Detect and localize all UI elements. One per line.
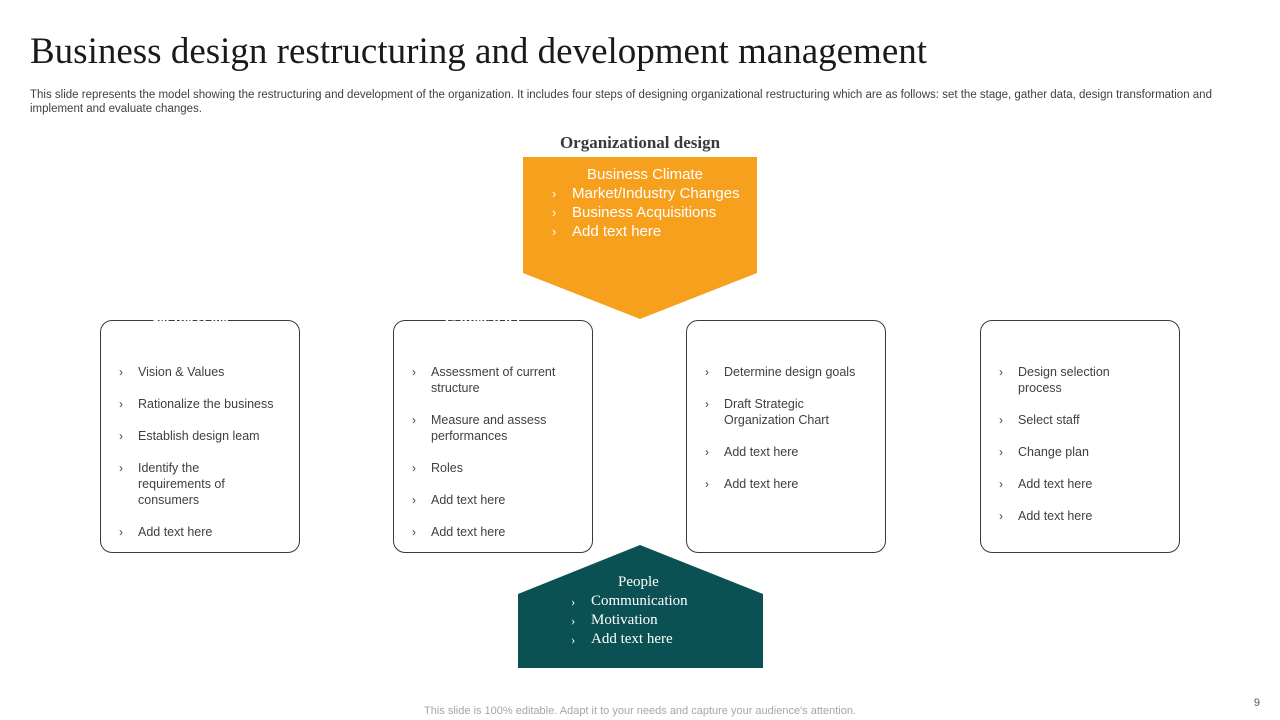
stage-list: [394, 364, 584, 556]
list-item-text: Market/Industry Changes: [572, 185, 740, 202]
stage-card-set-the-stage: [100, 320, 300, 553]
page-number: 9: [1253, 697, 1260, 709]
stage-label-implement-and-evaluate: [1002, 301, 1157, 342]
list-item-text: Motivation: [591, 612, 658, 628]
chevron-right-icon: ›: [571, 594, 576, 609]
chevron-right-icon: ›: [412, 493, 416, 507]
list-item: [101, 428, 291, 444]
stage-label-text: Implement And evaluate: [1019, 303, 1118, 339]
list-item-text: Add text here: [572, 223, 662, 240]
org-design-list: [550, 184, 750, 241]
chevron-right-icon: ›: [571, 632, 576, 647]
list-item: [687, 476, 877, 492]
list-item: [570, 630, 760, 649]
chevron-right-icon: ›: [119, 397, 123, 411]
list-item: [981, 508, 1171, 524]
stage-card-design-transformation: [686, 320, 886, 553]
footer-note: This slide is 100% editable. Adapt it to your needs and capture your audience's attention.: [424, 705, 856, 717]
list-item: [394, 492, 584, 508]
chevron-right-icon: ›: [552, 205, 557, 220]
list-item: [687, 444, 877, 460]
list-item-text: Add text here: [1018, 509, 1093, 523]
chevron-right-icon: ›: [999, 413, 1003, 427]
chevron-right-icon: ›: [999, 365, 1003, 379]
list-item-text: Add text here: [1018, 477, 1093, 491]
chevron-right-icon: ›: [119, 461, 123, 475]
list-item: [570, 611, 760, 630]
list-item: [981, 364, 1171, 396]
org-design-content: [550, 165, 750, 241]
chevron-right-icon: ›: [705, 477, 709, 491]
list-item: [687, 364, 877, 380]
list-item: [687, 396, 877, 428]
slide-title: Business design restructuring and development management: [30, 31, 928, 72]
list-item: [550, 222, 750, 241]
chevron-right-icon: ›: [571, 613, 576, 628]
stage-label-text: Design transformation: [728, 303, 823, 339]
stage-label-text: Gather data: [444, 313, 521, 329]
list-item: [394, 524, 584, 540]
slide-subtitle: This slide represents the model showing the restructuring and development of the organization. It includes four steps of designing organizational restructuring which are as follows: set the stage, gather data, design transformation and implement and evaluate changes.: [30, 89, 1212, 115]
chevron-right-icon: ›: [705, 445, 709, 459]
list-item: [981, 412, 1171, 428]
list-item-text: Change plan: [1018, 445, 1089, 459]
people-head: People: [618, 574, 659, 590]
chevron-right-icon: ›: [552, 186, 557, 201]
list-item: [101, 524, 291, 540]
list-item: [981, 476, 1171, 492]
chevron-right-icon: ›: [119, 525, 123, 539]
chevron-right-icon: ›: [999, 445, 1003, 459]
chevron-right-icon: ›: [119, 365, 123, 379]
chevron-right-icon: ›: [999, 509, 1003, 523]
list-item: [101, 396, 291, 412]
list-item-text: Select staff: [1018, 413, 1080, 427]
list-item: [394, 364, 584, 396]
list-item-text: Add text here: [591, 631, 673, 647]
list-item: [550, 203, 750, 222]
list-item-text: Rationalize the business: [138, 397, 274, 411]
stage-label-design-transformation: [709, 301, 864, 342]
list-item: [981, 444, 1171, 460]
list-item-text: Determine design goals: [724, 365, 856, 379]
chevron-right-icon: ›: [119, 429, 123, 443]
chevron-right-icon: ›: [552, 224, 557, 239]
list-item: [550, 184, 750, 203]
list-item-text: Establish design leam: [138, 429, 260, 443]
list-item-text: Communication: [591, 593, 688, 609]
stage-list: [981, 364, 1171, 540]
people-list: [570, 592, 760, 649]
stage-label-text: Set the stage: [150, 313, 229, 329]
list-item: [394, 460, 584, 476]
list-item-text: Draft Strategic Organization Chart: [724, 397, 829, 427]
chevron-right-icon: ›: [705, 397, 709, 411]
stage-list: [101, 364, 291, 556]
list-item-text: Add text here: [431, 493, 506, 507]
stage-card-gather-data: [393, 320, 593, 553]
people-content: [570, 573, 760, 649]
list-item: [101, 460, 291, 508]
list-item-text: Add text here: [431, 525, 506, 539]
list-item-text: Add text here: [724, 477, 799, 491]
list-item: [101, 364, 291, 380]
chevron-right-icon: ›: [705, 365, 709, 379]
org-design-head: Business Climate: [587, 166, 703, 183]
list-item-text: Assessment of current structure: [431, 365, 556, 395]
stage-list: [687, 364, 877, 508]
list-item-text: Add text here: [724, 445, 799, 459]
list-item-text: Roles: [431, 461, 463, 475]
chevron-right-icon: ›: [999, 477, 1003, 491]
list-item-text: Measure and assess performances: [431, 413, 547, 443]
stage-label-set-the-stage: [123, 301, 278, 342]
list-item: [394, 412, 584, 444]
stage-label-gather-data: [416, 301, 571, 342]
chevron-right-icon: ›: [412, 461, 416, 475]
list-item-text: Add text here: [138, 525, 213, 539]
list-item-text: Vision & Values: [138, 365, 225, 379]
list-item-text: Identify the requirements of consumers: [138, 461, 225, 507]
list-item-text: Business Acquisitions: [572, 204, 717, 221]
chevron-right-icon: ›: [412, 413, 416, 427]
list-item: [570, 592, 760, 611]
chevron-right-icon: ›: [412, 365, 416, 379]
chevron-right-icon: ›: [412, 525, 416, 539]
stage-card-implement-and-evaluate: [980, 320, 1180, 553]
org-design-heading: Organizational design: [559, 133, 721, 152]
list-item-text: Design selection process: [1018, 365, 1110, 395]
